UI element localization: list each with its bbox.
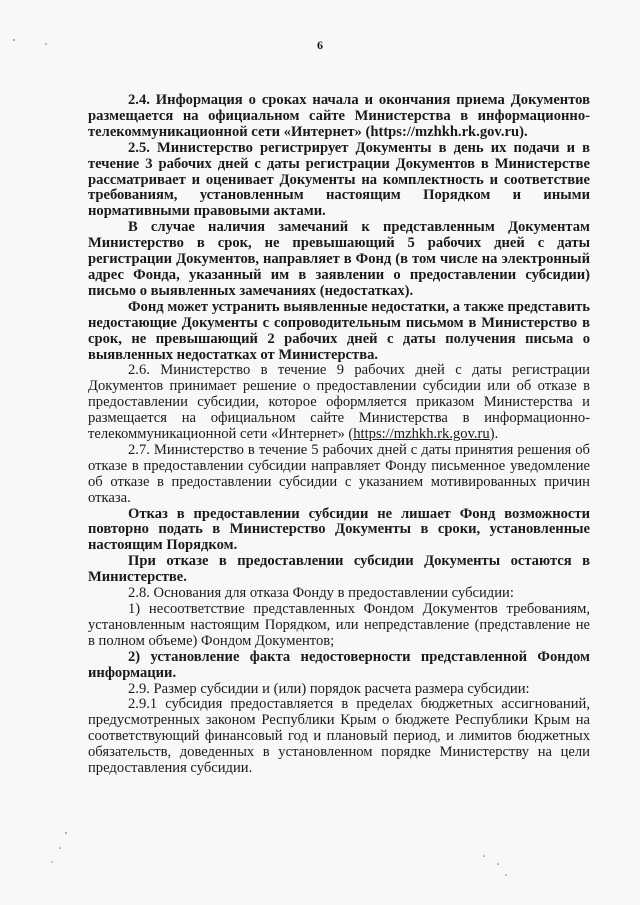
paragraph-fund-fix: Фонд может устранить выявленные недостатки, а также представить недостающие Документы с сопроводительным письмом в Министерство в срок, не превышающий 2 рабочих дней с даты получения письма о выявленных недостатках от Министерства.	[88, 298, 590, 363]
paragraph-2-6-tail: ).	[489, 426, 499, 443]
paragraph-2-9-1: 2.9.1 субсидия предоставляется в пределах бюджетных ассигнований, предусмотренных законом Республики Крым о бюджете Республики Крым на соответствующий финансовый год и плановый период, и лимитов бюджетных обязательств, доведенных в установленном порядке Министерству на цели предоставления субсидии.	[88, 696, 590, 777]
paragraph-2-8: 2.8. Основания для отказа Фонду в предоставлении субсидии:	[128, 585, 514, 602]
paragraph-refusal-repeat: Отказ в предоставлении субсидии не лишает Фонд возможности повторно подать в Министерство Документы в сроки, установленные настоящим Порядком.	[88, 505, 590, 554]
paragraph-2-6-text: 2.6. Министерство в течение 9 рабочих дней с даты регистрации Документов принимает решение о предоставлении субсидии или об отказе в предоставлении субсидии, которое оформляется приказом Министерства и размещается на официальном сайте Министерства в информационно-телекоммуникационной сети «Интернет» (	[88, 362, 590, 443]
paragraph-remarks: В случае наличия замечаний к представленным Документам Министерство в срок, не превышающий 5 рабочих дней с даты регистрации Документов, направляет в Фонд (в том числе на электронный адрес Фонда, указанный им в заявлении о предоставлении субсидии) письмо о выявленных замечаниях (недостатках).	[88, 219, 590, 299]
paragraph-2-5: 2.5. Министерство регистрирует Документы в день их подачи и в течение 3 рабочих дней с даты регистрации Документов в Министерстве рассматривает и оценивает Документы на комплектность и соответствие требованиям, установленным настоящим Порядком и иными нормативными правовыми актами.	[88, 139, 590, 220]
paragraph-2-7: 2.7. Министерство в течение 5 рабочих дней с даты принятия решения об отказе в предоставлении субсидии направляет Фонду письменное уведомление об отказе в предоставлении субсидии с указанием мотивированных причин отказа.	[88, 441, 590, 506]
paragraph-refusal-docs: При отказе в предоставлении субсидии Документы остаются в Министерстве.	[88, 553, 590, 586]
paragraph-2-4: 2.4. Информация о сроках начала и окончания приема Документов размещается на официальном сайте Министерства в информационно-телекоммуникационной сети «Интернет» (https://mzhkh.rk.gov.ru).	[88, 92, 590, 140]
paragraph-2-8-2: 2) установление факта недостоверности представленной Фондом информации.	[88, 648, 590, 681]
ministry-site-link[interactable]: https://mzhkh.rk.gov.ru	[353, 426, 490, 443]
page-number: 6	[317, 38, 323, 52]
paragraph-2-9: 2.9. Размер субсидии и (или) порядок расчета размера субсидии:	[128, 680, 530, 697]
paragraph-2-8-1: 1) несоответствие представленных Фондом Документов требованиям, установленным настоящим Порядком, или непредставление (представление не в полном объеме) Фондом Документов;	[88, 601, 590, 649]
